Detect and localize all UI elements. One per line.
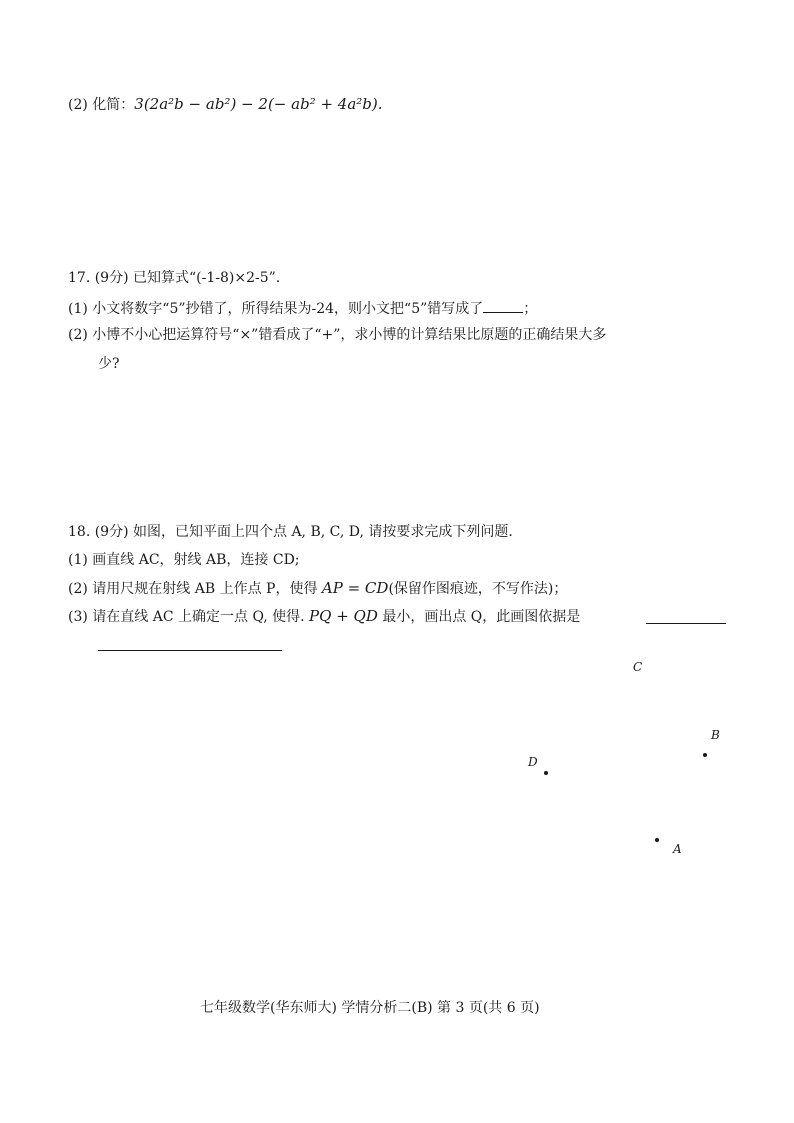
q18-part3-answer-blank[interactable] — [646, 623, 726, 624]
q18-part3-prefix: (3) 请在直线 AC 上确定一点 Q, 使得. — [68, 609, 310, 625]
point-a-dot — [655, 838, 659, 842]
point-b-dot — [703, 753, 707, 757]
q18-part3 — [68, 606, 580, 627]
q18-part2-suffix: (保留作图痕迹，不写作法)； — [388, 581, 568, 597]
q16-part2-expression: 3(2a²b − ab²) − 2(− ab² + 4a²b). — [134, 95, 383, 113]
q18-part2-math: AP = CD — [321, 579, 389, 597]
point-b-label: B — [711, 728, 720, 742]
q18-part2-prefix: (2) 请用尺规在射线 AB 上作点 P，使得 — [68, 581, 322, 597]
q17-part1-text: (1) 小文将数字“5”抄错了，所得结果为-24，则小文把“5”错写成了 — [68, 301, 484, 317]
q18-part3-answer-blank-continued[interactable] — [98, 650, 282, 651]
q17-part2-line1: (2) 小博不小心把运算符号“×”错看成了“+”，求小博的计算结果比原题的正确结果大多 — [68, 327, 607, 343]
point-a-label: A — [673, 842, 682, 856]
q17-part1-answer-blank[interactable] — [483, 298, 523, 313]
point-d-dot — [544, 771, 548, 775]
q16-part2 — [68, 94, 383, 115]
q18-part3-math: PQ + QD — [309, 607, 378, 625]
point-d-label: D — [528, 755, 538, 769]
q18-part3-suffix: 最小，画出点 Q，此画图依据是 — [377, 609, 581, 625]
page-footer: 七年级数学(华东师大) 学情分析二(B) 第 3 页(共 6 页) — [200, 1000, 540, 1016]
q18-part1: (1) 画直线 AC，射线 AB，连接 CD; — [68, 552, 300, 568]
point-c-label: C — [633, 660, 643, 674]
q16-part2-prefix: (2) 化简： — [68, 97, 135, 113]
q17-stem: 17. (9分) 已知算式“(-1-8)×2-5”. — [68, 270, 281, 286]
q18-stem: 18. (9分) 如图，已知平面上四个点 A, B, C, D, 请按要求完成下列问题. — [68, 524, 513, 540]
q17-part1-end: ； — [523, 301, 538, 317]
q18-part2 — [68, 578, 567, 599]
q17-part2-line2: 少? — [98, 356, 120, 372]
q17-part1 — [68, 298, 537, 319]
